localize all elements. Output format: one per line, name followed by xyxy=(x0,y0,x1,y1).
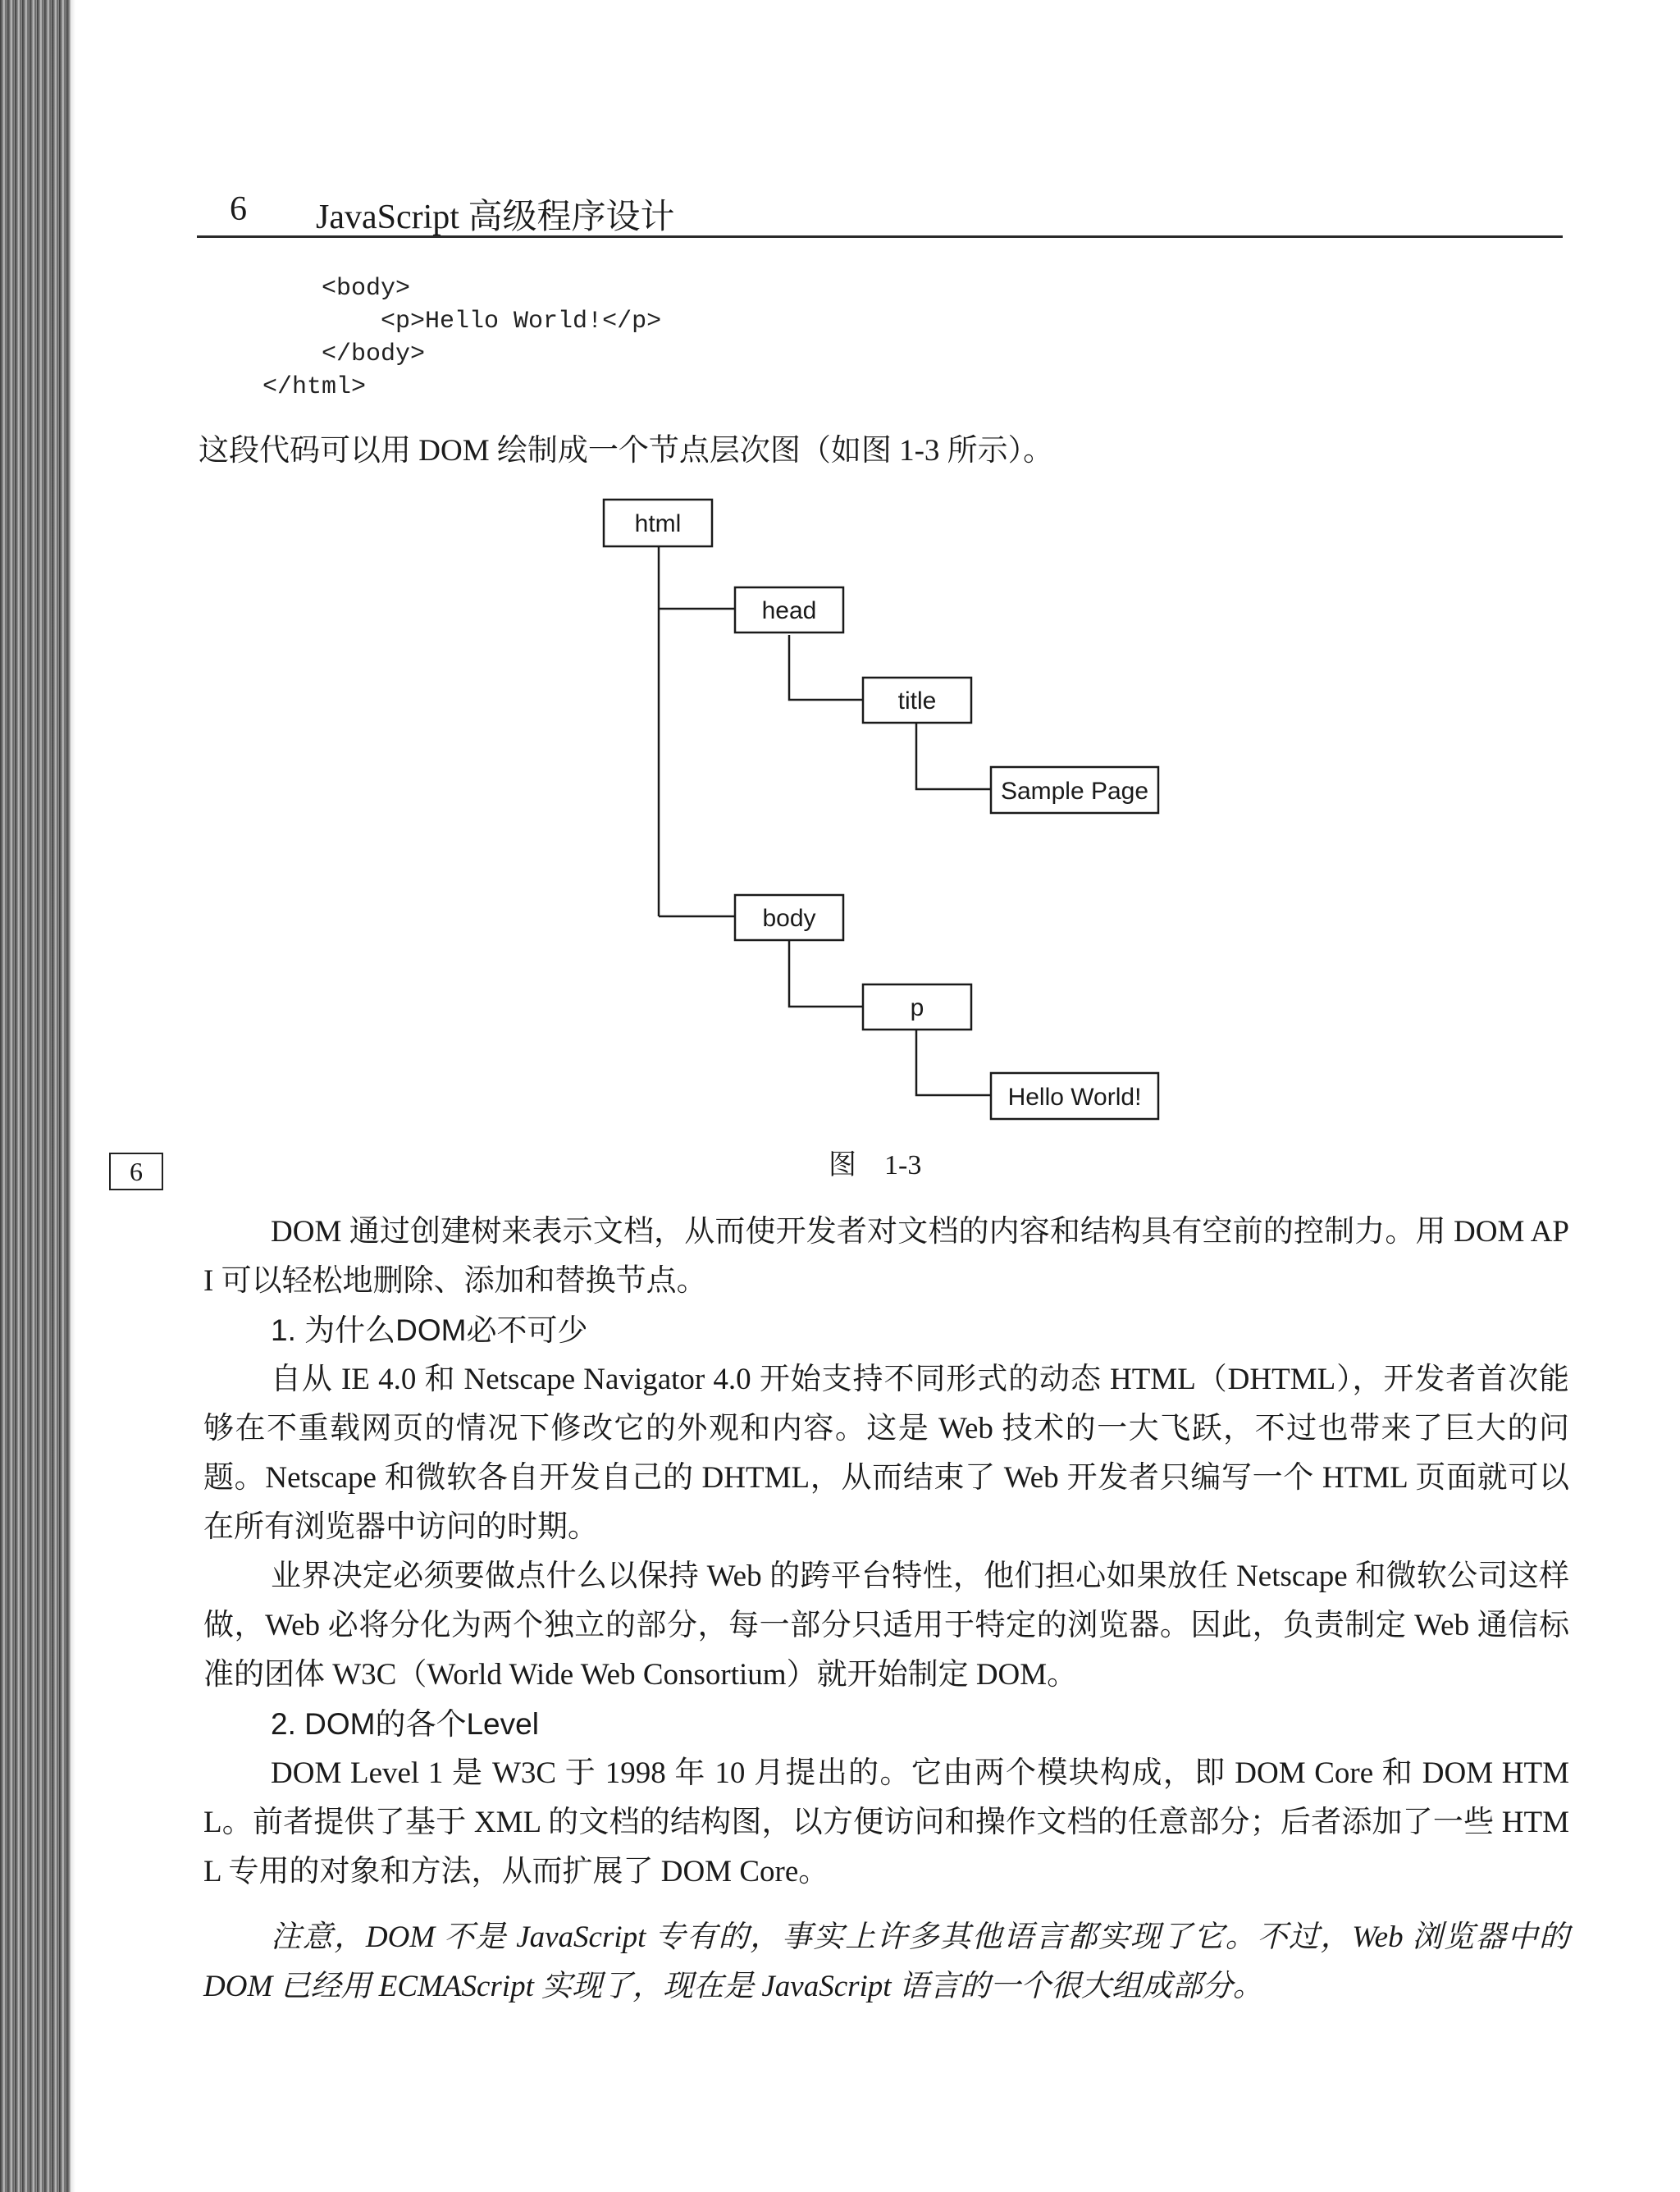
section-heading: 1. 为什么DOM必不可少 xyxy=(271,1313,588,1347)
figure-caption: 图 1-3 xyxy=(829,1150,922,1180)
node-label-head: head xyxy=(761,597,817,624)
connector-line xyxy=(789,635,863,700)
paragraph: DOM 通过创建树来表示文档，从而使开发者对文档的内容和结构具有空前的控制力。用 DOM API 可以轻松地删除、添加和替换节点。 xyxy=(203,1215,1569,1298)
paragraph: 自从 IE 4.0 和 Netscape Navigator 4.0 开始支持不同形式的动态 HTML（DHTML），开发者首次能够在不重载网页的情况下修改它的外观和内容。这是 Web 技术的一大飞跃，不过也带来了巨大的问题。Netscape 和微软各自开发自己的 DHTML，从而结束了 Web 开发者只编写一个 HTML 页面就可以在所有浏览器中访问的时期。 xyxy=(203,1363,1569,1544)
section-heading: 2. DOM的各个Level xyxy=(271,1707,539,1741)
paragraph: 业界决定必须要做点什么以保持 Web 的跨平台特性，他们担心如果放任 Netscape 和微软公司这样做，Web 必将分化为两个独立的部分，每一部分只适用于特定的浏览器。因此，负责制定 Web 通信标准的团体 W3C（World Wide Web Consortium）就开始制定 DOM。 xyxy=(203,1560,1569,1692)
node-label-html: html xyxy=(634,510,682,537)
connector-line xyxy=(789,940,863,1007)
note-paragraph: 注意，DOM 不是 JavaScript 专有的，事实上许多其他语言都实现了它。不过，Web 浏览器中的 DOM 已经用 ECMAScript 实现了，现在是 JavaScript 语言的一个很大组成部分。 xyxy=(203,1920,1569,2003)
margin-page-number: 6 xyxy=(109,1153,163,1190)
node-label-p: p xyxy=(910,994,924,1021)
code-line: </html> xyxy=(262,373,367,401)
code-line: <body> xyxy=(262,275,411,303)
code-line: <p>Hello World!</p> xyxy=(262,308,662,336)
node-label-title: title xyxy=(897,687,937,715)
node-label-hello-world: Hello World! xyxy=(1007,1084,1142,1111)
connector-line xyxy=(916,1030,991,1095)
header-book-title: JavaScript 高级程序设计 xyxy=(316,199,675,236)
intro-text: 这段代码可以用 DOM 绘制成一个节点层次图（如图 1-3 所示）。 xyxy=(199,434,1054,468)
node-label-body: body xyxy=(762,905,816,932)
node-label-sample-page: Sample Page xyxy=(1000,778,1149,805)
connector-line xyxy=(916,724,991,789)
paragraph: DOM Level 1 是 W3C 于 1998 年 10 月提出的。它由两个模块构成，即 DOM Core 和 DOM HTML。前者提供了基于 XML 的文档的结构图，以方便访问和操作文档的任意部分；后者添加了一些 HTML 专用的对象和方法，从而扩展了 DOM Core。 xyxy=(203,1756,1569,1888)
header-page-number: 6 xyxy=(230,190,247,228)
code-line: </body> xyxy=(262,340,426,368)
